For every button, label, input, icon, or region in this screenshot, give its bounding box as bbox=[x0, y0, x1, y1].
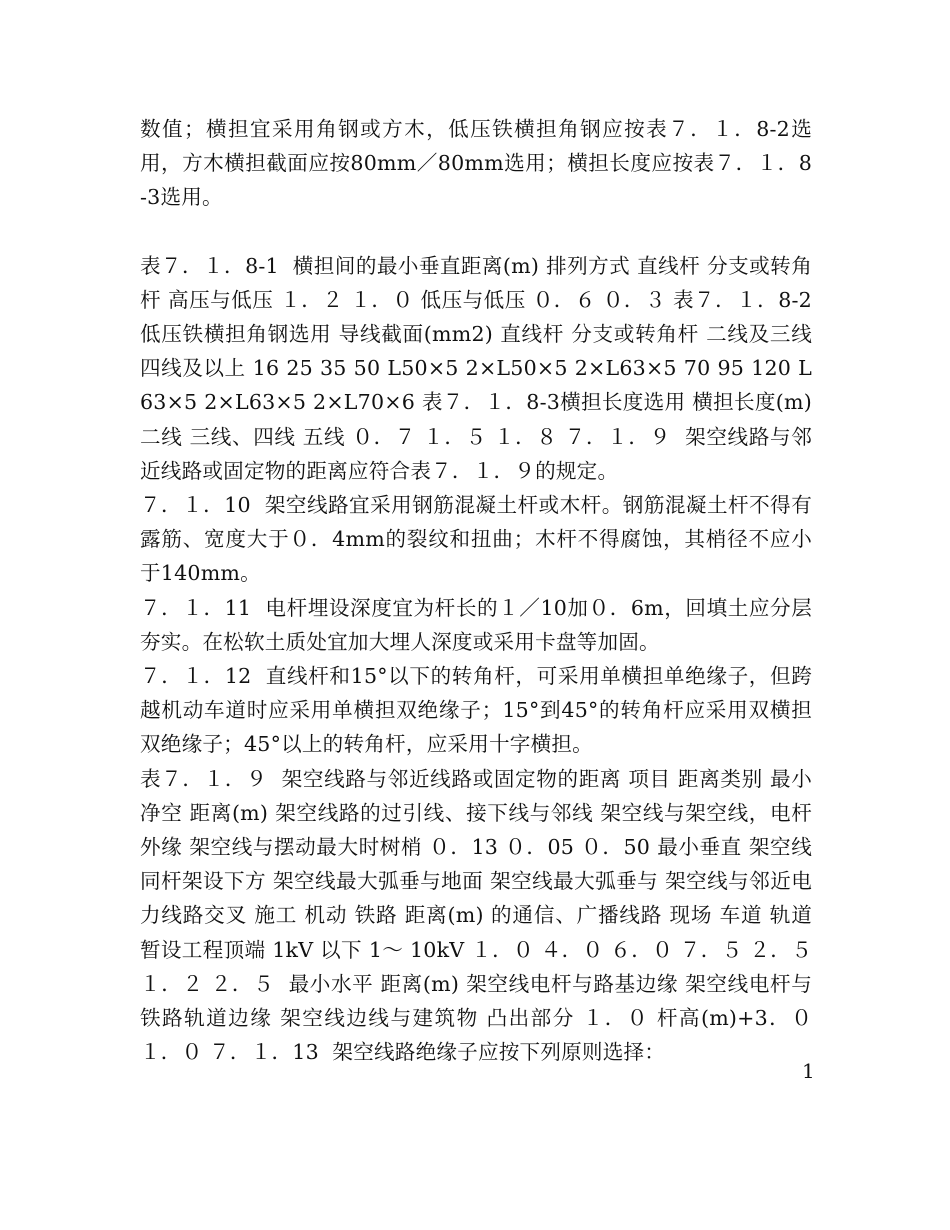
paragraph-clause-7-1-10: ７．１．10 架空线路宜采用钢筋混凝土杆或木杆。钢筋混凝土杆不得有露筋、宽度大于０．4mm的裂纹和扭曲；木杆不得腐蚀，其梢径不应小于140mm。 bbox=[140, 493, 812, 586]
paragraph-clause-7-1-11: ７．１．11 电杆埋设深度宜为杆长的１／10加０．6m，回填土应分层夯实。在松软土质处宜加大埋人深度或采用卡盘等加固。 bbox=[140, 595, 812, 654]
document-page bbox=[140, 112, 819, 1069]
paragraph-clause-7-1-12: ７．１．12 直线杆和15°以下的转角杆，可采用单横担单绝缘子，但跨越机动车道时应采用单横担双绝缘子；15°到45°的转角杆应采用双横担双绝缘子；45°以上的转角杆，应采用十字横担。 bbox=[140, 664, 812, 757]
paragraph-table-7-1-9: 表７．１．９ 架空线路与邻近线路或固定物的距离 项目 距离类别 最小净空 距离(m) 架空线路的过引线、接下线与邻线 架空线与架空线，电杆外缘 架空线与摆动最大时树梢 ０．13 ０．05 ０．50 最小垂直 架空线同杆架设下方 架空线最大弧垂与地面 架空线最大弧垂与 架空线与邻近电力线路交叉 施工 机动 铁路 距离(m) 的通信、广播线路 现场 车道 轨道 暂设工程顶端 1kV 以下 1～ 10kV １．０ ４．０ ６．０ ７．５ ２．５ １．２ ２．５ 最小水平 距离(m) 架空线电杆与路基边缘 架空线电杆与 铁路轨道边缘 架空线边线与建筑物 凸出部分 １．０ 杆高(m)+3．０ １．０ ７．１．13 架空线路绝缘子应按下列原则选择： bbox=[140, 766, 819, 1065]
paragraph-crossarm-material: 数值；横担宜采用角钢或方木，低压铁横担角钢应按表７．１．8-2选用，方木横担截面应按80mm／80mm选用；横担长度应按表７．１．8-3选用。 bbox=[140, 117, 812, 210]
paragraph-crossarm-tables: 表７．１．8-1 横担间的最小垂直距离(m) 排列方式 直线杆 分支或转角杆 高压与低压 １．２ １．０ 低压与低压 ０．６ ０．３ 表７．１．8-2低压铁横担角钢选用 导线截面(mm2) 直线杆 分支或转角杆 二线及三线 四线及以上 16 25 35 50 L50×5 2×L50×5 2×L63×5 70 95 120 L63×5 2×L63×5 2×L70×6 表７．１．8-3横担长度选用 横担长度(m) 二线 三线、四线 五线 ０．７ １．５ １．８ ７．１．９ 架空线路与邻近线路或固定物的距离应符合表７．１．９的规定。 bbox=[140, 253, 819, 483]
page-number: 1 bbox=[802, 1059, 815, 1083]
paragraph-spacer bbox=[140, 215, 812, 249]
